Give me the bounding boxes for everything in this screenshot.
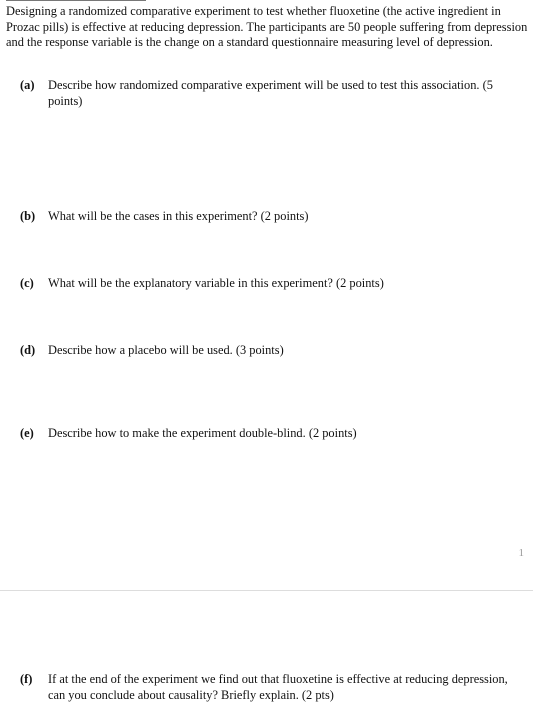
page-number: 1 (518, 547, 524, 559)
question-e (20, 426, 525, 442)
question-letter: (b) (20, 209, 36, 223)
question-letter: (c) (20, 276, 34, 290)
question-text: What will be the cases in this experiment? (2 points) (48, 209, 309, 223)
question-letter: (a) (20, 78, 35, 92)
question-letter: (d) (20, 343, 36, 357)
question-text: Describe how a placebo will be used. (3 points) (48, 343, 284, 357)
question-text: If at the end of the experiment we find out that fluoxetine is effective at reducing depression, can you conclude about causality? Briefly explain. (2 pts) (48, 672, 508, 702)
question-text: Describe how randomized comparative experiment will be used to test this association. (5 points) (48, 78, 493, 108)
question-c (20, 276, 525, 292)
question-a (20, 78, 525, 109)
problem-intro: Designing a randomized comparative experiment to test whether fluoxetine (the active ingredient in Prozac pills) is effective at reducing depression. The participants are 50 people suffering from depression and the response variable is the change on a standard questionnaire measuring level of depression. (6, 4, 528, 50)
question-letter: (e) (20, 426, 34, 440)
question-text: Describe how to make the experiment double-blind. (2 points) (48, 426, 357, 440)
question-letter: (f) (20, 672, 33, 686)
question-d (20, 343, 525, 359)
question-f (20, 672, 525, 703)
page-divider (0, 590, 533, 591)
question-b (20, 209, 525, 225)
question-text: What will be the explanatory variable in this experiment? (2 points) (48, 276, 384, 290)
top-rule (6, 0, 146, 1)
